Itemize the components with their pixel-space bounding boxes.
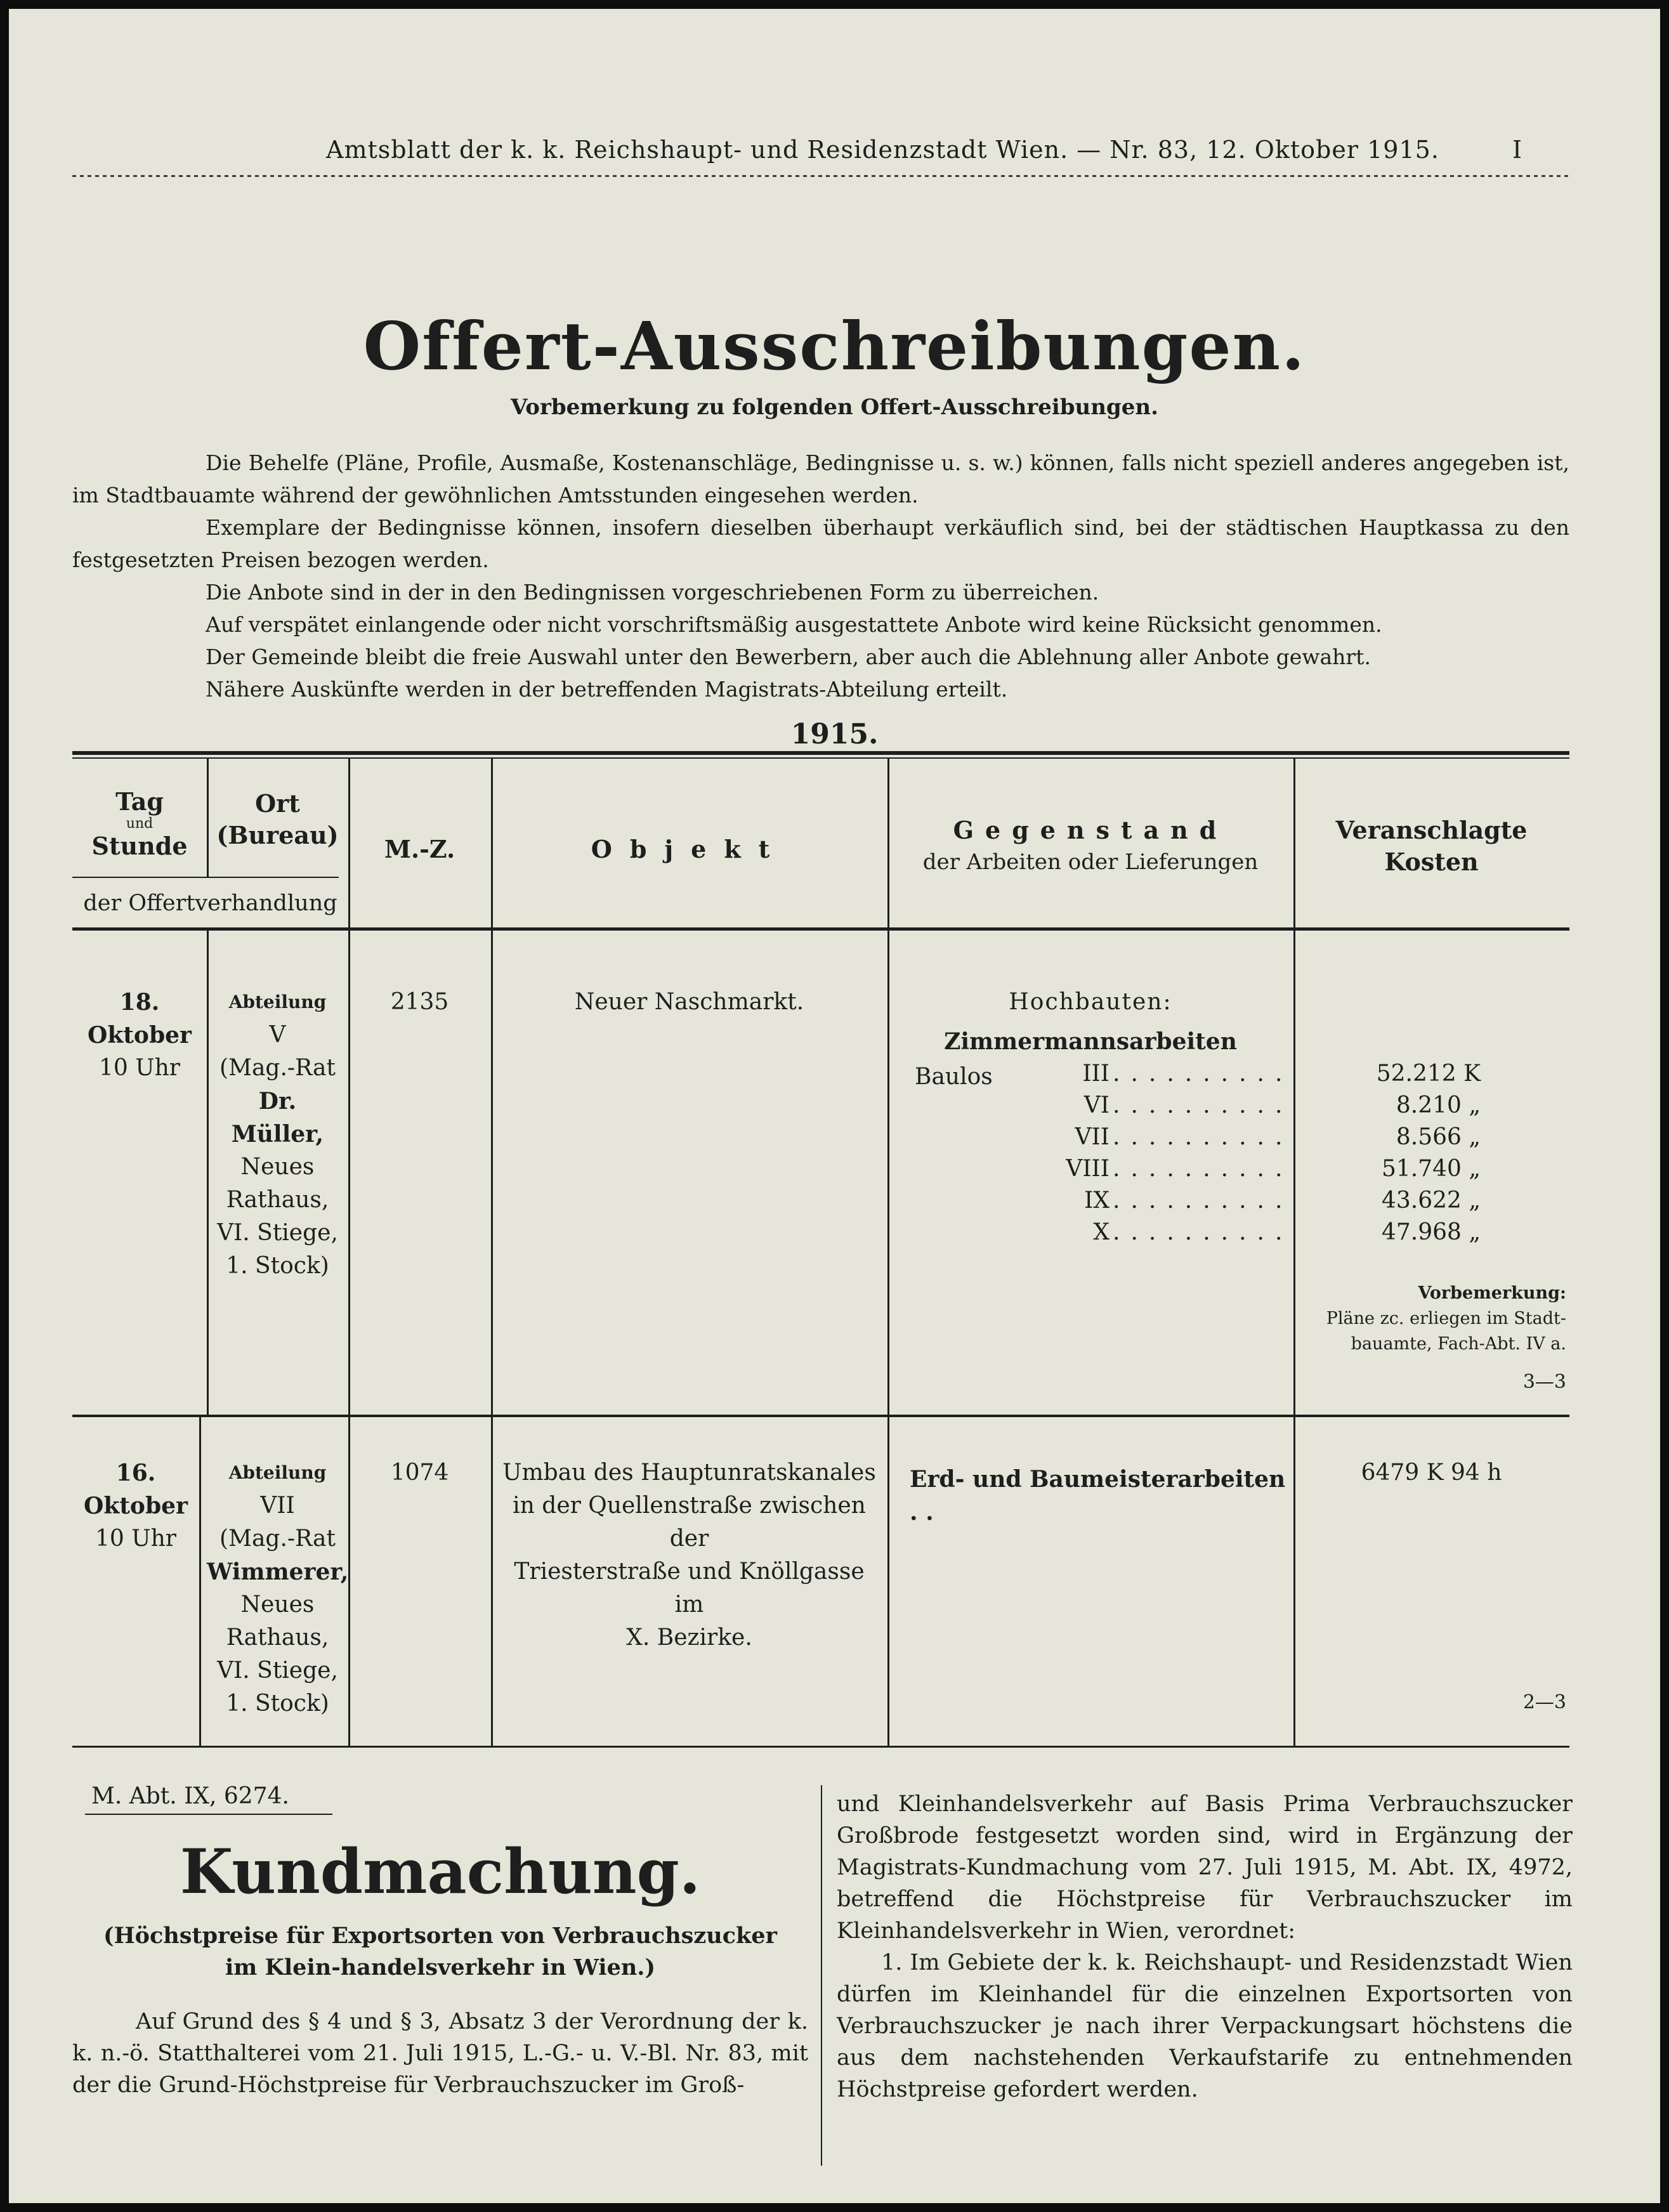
table-row-object: Neuer Naschmarkt. — [574, 989, 804, 1015]
reference-underline — [85, 1814, 332, 1815]
lot-amount: 8.210 „ — [1396, 1092, 1481, 1118]
page-subtitle: Vorbemerkung zu folgenden Offert-Ausschreibungen. — [511, 395, 1158, 420]
kundmachung-subtitle: (Höchstpreise für Exportsorten von Verbrauchszucker im Klein-handelsverkehr in Wien.) — [103, 1923, 777, 1980]
object-line: X. Bezirke. — [626, 1625, 752, 1651]
office-line: VII — [260, 1493, 295, 1519]
row-date: 18. Oktober — [88, 989, 192, 1049]
header-und: und — [126, 816, 154, 832]
intro-paragraph: Die Anbote sind in der in den Bedingnissen vorgeschriebenen Form zu überreichen. — [206, 580, 1099, 605]
row-date: 16. Oktober — [84, 1460, 188, 1519]
intro-paragraph: Exemplare der Bedingnisse können, insofern dieselben überhaupt verkäuflich sind, bei der städtischen Hauptkassa zu den festgesetzten Preisen bezogen werden. — [72, 515, 1569, 572]
kundmachung-left-column — [72, 1836, 808, 2101]
office-line: Müller, — [231, 1121, 324, 1148]
header-office — [207, 788, 348, 851]
office-line: Neues — [240, 1592, 315, 1618]
column-divider — [199, 1417, 201, 1746]
header-bottom-rule — [72, 927, 1569, 931]
table-row-subject: Erd- und Baumeisterarbeiten . . — [910, 1466, 1286, 1526]
office-line: (Mag.-Rat — [219, 1055, 336, 1081]
kundmachung-right-column — [837, 1788, 1573, 2105]
lots-label: Baulos — [915, 1064, 993, 1090]
office-line: VI. Stiege, — [217, 1658, 338, 1684]
lot-number: VIII — [1066, 1156, 1109, 1182]
kundmachung-left-text: Auf Grund des § 4 und § 3, Absatz 3 der Verordnung der k. k. n.-ö. Statthalterei vom 21. Juli 1915, L.-G.- u. V.-Bl. Nr. 83, mit der die Grund-Höchstpreise für Verbrauchszucker im Groß- — [72, 2009, 808, 2098]
row-count: 2—3 — [1522, 1691, 1566, 1713]
newspaper-page — [9, 9, 1660, 2203]
header-ort: Ort — [255, 789, 300, 818]
intro-paragraph: Der Gemeinde bleibt die freie Auswahl unter den Bewerbern, aber auch die Ablehnung aller Anbote gewahrt. — [206, 645, 1371, 669]
kundmachung-right-paragraph: 1. Im Gebiete der k. k. Reichshaupt- und Residenzstadt Wien dürfen im Kleinhandel für die einzelnen Exportsorten von Verbrauchszucker je nach ihrer Verpackungsart höchstens die aus dem nachstehenden Verkaufstarife zu entnehmenden Höchstpreise gefordert werden. — [837, 1950, 1573, 2102]
object-line: Umbau des Hauptunratskanales — [502, 1460, 876, 1486]
lot-row: VIII .......... 51.740 „ — [1066, 1156, 1481, 1182]
table-row-office — [207, 1456, 348, 1720]
office-line: VI. Stiege, — [217, 1220, 338, 1246]
lot-number: III — [1082, 1061, 1109, 1087]
column-divider — [887, 759, 889, 1746]
column-divider — [348, 759, 350, 1746]
year-heading: 1915. — [790, 718, 879, 750]
table-top-rule — [72, 757, 1569, 759]
object-line: in der Quellenstraße zwischen der — [513, 1493, 866, 1552]
column-divider — [491, 759, 493, 1746]
office-line: Neues — [240, 1154, 315, 1180]
kundmachung-title: Kundmachung. — [180, 1836, 701, 1908]
header-gegenstand-sub: der Arbeiten oder Lieferungen — [922, 849, 1259, 875]
table-row-date — [72, 1456, 199, 1555]
lot-row: IX .......... 43.622 „ — [906, 1188, 1560, 1219]
lot-number: VI — [1083, 1092, 1109, 1118]
lot-number: VII — [1075, 1124, 1109, 1150]
header-subject — [887, 815, 1293, 878]
intro-paragraph: Die Behelfe (Pläne, Profile, Ausmaße, Kostenanschläge, Bedingnisse u. s. w.) können, falls nicht speziell anderes angegeben ist, im Stadtbauamte während der gewöhnlichen Amtsstunden eingesehen werden. — [72, 450, 1569, 507]
lot-number: X — [1093, 1219, 1109, 1245]
table-row-mz: 2135 — [390, 989, 449, 1015]
kundmachung-right-text: und Kleinhandelsverkehr auf Basis Prima Verbrauchszucker Großbrode festgesetzt worden sind, wird in Ergänzung der Magistrats-Kundmachung vom 27. Juli 1915, M. Abt. IX, 4972, betreffend die Höchstpreise für Verbrauchszucker im Kleinhandelsverkehr in Wien, verordnet: — [837, 1791, 1573, 1944]
row-time: 10 Uhr — [95, 1526, 176, 1552]
table-row-date — [72, 986, 207, 1085]
lot-amount: 43.622 „ — [1381, 1188, 1481, 1214]
header-tag: Tag — [115, 787, 164, 816]
office-line: 1. Stock) — [226, 1253, 329, 1279]
lot-amount: 52.212 K — [1376, 1061, 1481, 1087]
table-row-office — [207, 986, 348, 1283]
object-line: Triesterstraße und Knöllgasse im — [514, 1559, 865, 1618]
header-stunde: Stunde — [91, 832, 188, 860]
lot-amount: 51.740 „ — [1381, 1156, 1481, 1182]
office-line: Abteilung — [228, 991, 327, 1012]
header-object: Objekt — [591, 835, 788, 863]
office-line: Abteilung — [228, 1462, 327, 1483]
office-line: 1. Stock) — [226, 1691, 329, 1717]
page-number: I — [1512, 136, 1522, 164]
header-mz: M.-Z. — [384, 835, 455, 863]
row-count: 3—3 — [1522, 1371, 1566, 1393]
note-line: bauamte, Fach-Abt. IV a. — [1351, 1334, 1566, 1354]
office-line: Wimmerer, — [207, 1559, 349, 1585]
table-row-cost: 6479 K 94 h — [1361, 1460, 1502, 1486]
header-veranschlagte: Veranschlagte — [1335, 816, 1528, 844]
department-reference: M. Abt. IX, 6274. — [91, 1783, 289, 1809]
page-title: Offert-Ausschreibungen. — [363, 307, 1306, 385]
lot-amount: 47.968 „ — [1381, 1219, 1481, 1245]
lot-amount: 8.566 „ — [1396, 1124, 1481, 1150]
intro-paragraph: Auf verspätet einlangende oder nicht vorschriftsmäßig ausgestattete Anbote wird keine Rücksicht genommen. — [206, 612, 1382, 637]
column-divider — [1293, 759, 1295, 1746]
header-rule — [72, 173, 1569, 179]
header-gegenstand: Gegenstand — [953, 816, 1228, 844]
lot-number: IX — [1084, 1188, 1109, 1214]
subject-subtitle: Zimmermannsarbeiten — [944, 1028, 1237, 1055]
header-cost — [1293, 815, 1569, 878]
column-separator — [821, 1785, 822, 2166]
header-date-time — [72, 786, 207, 862]
table-row-mz: 1074 — [390, 1460, 449, 1486]
lot-row: VII .......... 8.566 „ — [906, 1124, 1560, 1156]
note-line: Vorbemerkung: — [1418, 1283, 1566, 1303]
office-line: (Mag.-Rat — [219, 1526, 336, 1552]
row-time: 10 Uhr — [99, 1055, 180, 1081]
office-line: V — [269, 1022, 286, 1048]
lot-row: X .......... 47.968 „ — [906, 1219, 1560, 1251]
office-line: Dr. — [258, 1088, 297, 1115]
note-line: Pläne zc. erliegen im Stadt- — [1326, 1309, 1566, 1328]
table-row-object — [497, 1456, 881, 1654]
header-bureau: (Bureau) — [216, 821, 339, 849]
lot-row: III .......... 52.212 K — [906, 1061, 1560, 1092]
intro-paragraph: Nähere Auskünfte werden in der betreffenden Magistrats-Abteilung erteilt. — [206, 677, 1008, 702]
lot-row: VI .......... 8.210 „ — [906, 1092, 1560, 1124]
header-kosten: Kosten — [1384, 847, 1479, 876]
office-line: Rathaus, — [226, 1625, 329, 1651]
header-span-label: der Offertverhandlung — [83, 891, 337, 916]
table-bottom-rule — [72, 1746, 1569, 1748]
table-top-rule — [72, 751, 1569, 755]
running-header: Amtsblatt der k. k. Reichshaupt- und Residenzstadt Wien. — Nr. 83, 12. Oktober 1915. — [326, 136, 1439, 164]
row-divider — [72, 1415, 1569, 1417]
header-divider — [72, 877, 339, 878]
subject-title: Hochbauten: — [1009, 989, 1172, 1015]
office-line: Rathaus, — [226, 1187, 329, 1213]
intro-text — [72, 447, 1569, 705]
row-note — [1297, 1281, 1566, 1357]
